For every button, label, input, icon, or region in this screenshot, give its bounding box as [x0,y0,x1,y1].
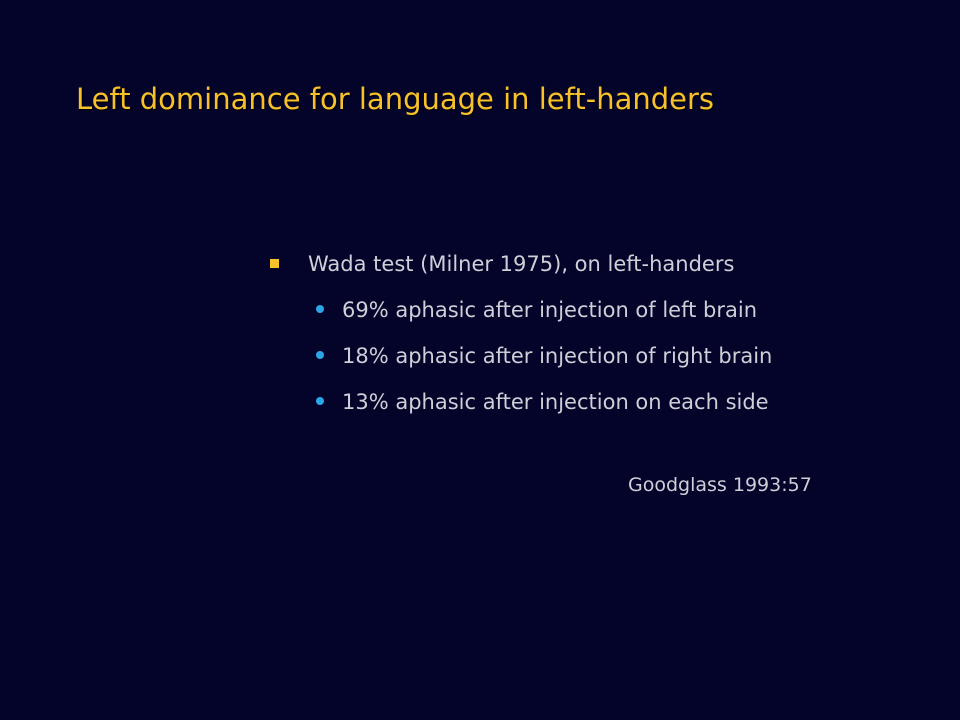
sub-bullet-item [316,344,772,368]
sub-bullet-text: 18% aphasic after injection of right brain [342,344,773,368]
dot-bullet-icon [316,305,324,313]
citation: Goodglass 1993:57 [628,474,812,496]
sub-bullet-text: 13% aphasic after injection on each side [342,390,769,414]
dot-bullet-icon [316,351,324,359]
main-bullet-text: Wada test (Milner 1975), on left-handers [308,252,735,276]
slide-title: Left dominance for language in left-handers [76,82,714,116]
sub-bullet-text: 69% aphasic after injection of left brain [342,298,758,322]
square-bullet-icon [270,259,279,268]
dot-bullet-icon [316,397,324,405]
sub-bullet-item [316,390,769,414]
sub-bullet-item [316,298,757,322]
